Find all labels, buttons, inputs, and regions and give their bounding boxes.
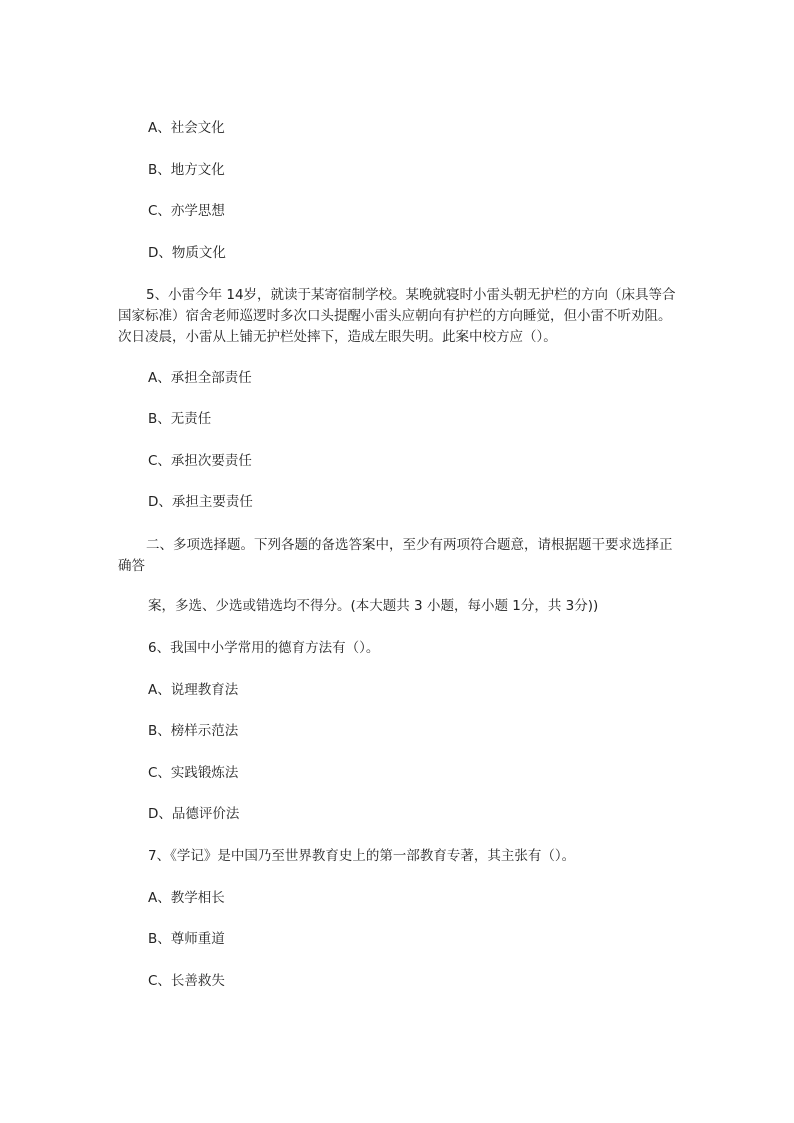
q7-option-b: B、尊师重道 — [148, 931, 225, 947]
q6-stem: 6、我国中小学常用的德育方法有（）。 — [148, 640, 380, 656]
q4-option-c: C、亦学思想 — [148, 203, 225, 219]
q5-option-a: A、承担全部责任 — [148, 370, 252, 386]
q5-option-b: B、无责任 — [148, 411, 212, 427]
q5-option-d: D、承担主要责任 — [148, 494, 253, 510]
q4-option-d: D、物质文化 — [148, 245, 226, 261]
q5-stem: 5、小雷今年 14岁，就读于某寄宿制学校。某晚就寝时小雷头朝无护栏的方向（床具等合国家标准）宿舍老师巡逻时多次口头提醒小雷头应朝向有护栏的方向睡觉，但小雷不听劝阻。次日凌晨，小雷从上铺无护栏处摔下，造成左眼失明。此案中校方应（）。 — [118, 287, 676, 345]
q4-option-b: B、地方文化 — [148, 162, 225, 178]
q7-option-a: A、教学相长 — [148, 890, 225, 906]
q7-option-c: C、长善救失 — [148, 973, 225, 989]
q6-option-c: C、实践锻炼法 — [148, 765, 239, 781]
q5-option-c: C、承担次要责任 — [148, 453, 252, 469]
q4-option-a: A、社会文化 — [148, 120, 225, 136]
q7-stem: 7、《学记》是中国乃至世界教育史上的第一部教育专著，其主张有（）。 — [148, 848, 576, 864]
q6-option-b: B、榜样示范法 — [148, 723, 239, 739]
q6-option-a: A、说理教育法 — [148, 682, 239, 698]
section2-heading: 二、多项选择题。下列各题的备选答案中，至少有两项符合题意，请根据题干要求选择正确答 — [118, 537, 673, 574]
q6-option-d: D、品德评价法 — [148, 806, 240, 822]
section2-note: 案，多选、少选或错选均不得分。(本大题共 3 小题，每小题 1分，共 3分)) — [148, 598, 599, 614]
